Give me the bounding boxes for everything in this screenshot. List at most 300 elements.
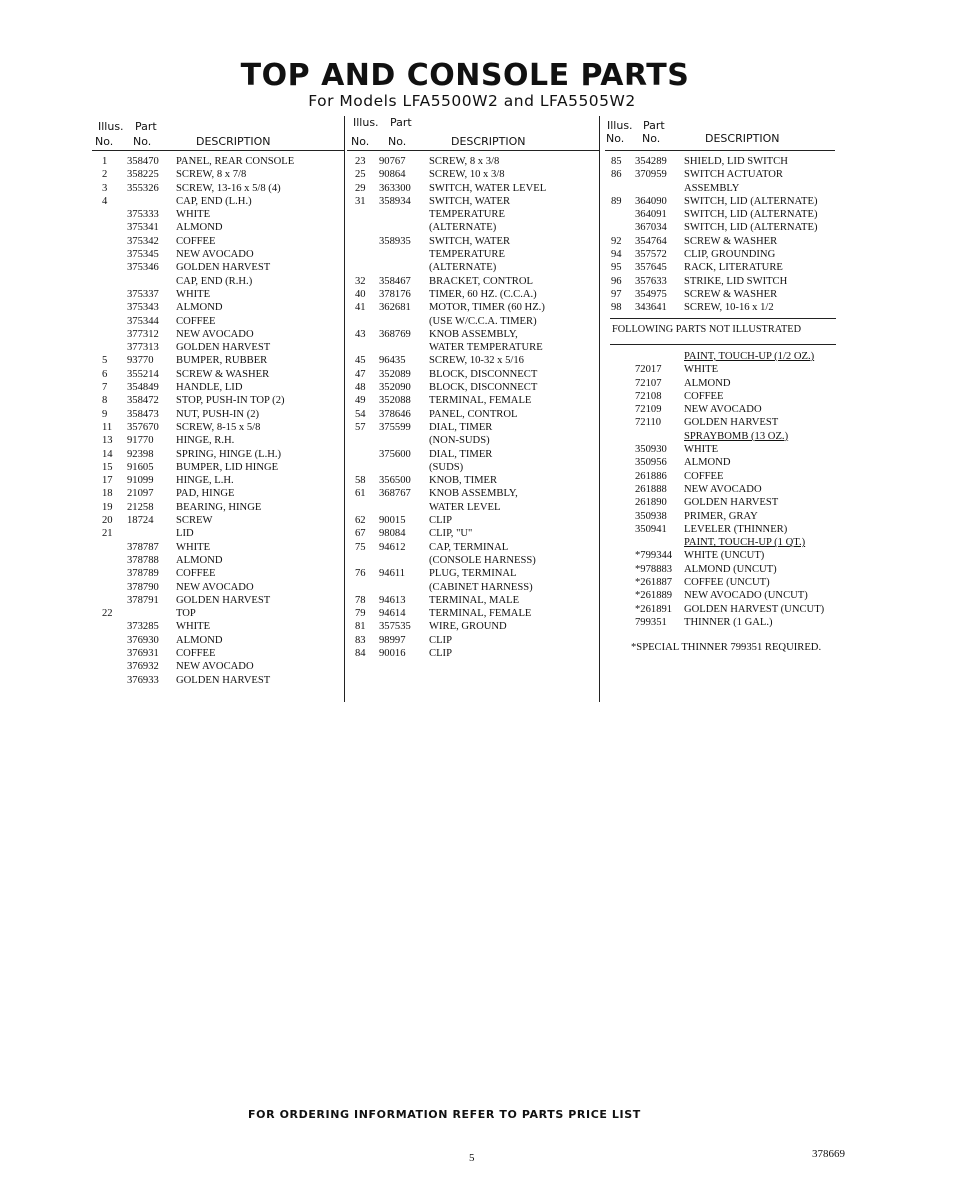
part-number: 72110 [635,417,662,429]
part-description: (NON-SUDS) [429,435,490,447]
part-number: 94612 [379,541,406,553]
part-description: WHITE [176,288,211,300]
part-description: SCREW [176,515,213,527]
parts-row [605,576,845,589]
parts-row [92,527,344,540]
parts-row [92,620,344,633]
parts-row [92,248,344,261]
parts-row [347,341,599,354]
not-illustrated-list [605,350,845,629]
part-description: SHIELD, LID SWITCH [684,156,788,167]
parts-row [347,448,599,461]
parts-row [605,155,835,168]
part-number: 364091 [635,209,667,221]
parts-row [92,541,344,554]
page-title: TOP AND CONSOLE PARTS [240,58,690,93]
part-description: WHITE [176,209,211,221]
part-number: 350956 [635,457,667,469]
parts-row [347,248,599,261]
parts-row [605,301,835,314]
part-description: CLIP [429,515,452,527]
parts-row [347,221,599,234]
part-description: ASSEMBLY [684,182,740,194]
part-description: TEMPERATURE [429,249,505,261]
part-number: 261886 [635,470,667,482]
part-number: 357633 [635,275,667,287]
parts-row [347,408,599,421]
illus-number: 78 [355,594,366,606]
part-number: 352088 [379,395,411,407]
parts-row [605,549,845,562]
parts-row [347,168,599,181]
part-number: 378646 [379,408,411,420]
parts-row [605,589,845,602]
part-description: SCREW, 13-16 x 5/8 (4) [176,182,281,194]
part-description: CLIP [429,634,452,646]
parts-row [347,195,599,208]
parts-row [605,350,845,363]
section-rule [610,318,836,319]
illus-number: 17 [102,475,113,487]
part-number: 94614 [379,608,406,620]
parts-row [347,182,599,195]
part-number: 72017 [635,364,662,376]
part-description: PAINT, TOUCH-UP (1/2 OZ.) [684,351,815,362]
document-number: 378669 [812,1148,845,1160]
part-description: LID [176,528,194,540]
part-description: BUMPER, LID HINGE [176,461,279,473]
part-description: KNOB ASSEMBLY, [429,328,518,340]
illus-number: 32 [355,275,366,287]
parts-row [92,288,344,301]
parts-row [605,563,845,576]
part-description: TIMER, 60 HZ. (C.C.A.) [429,288,537,300]
part-description: PRIMER, GRAY [684,510,758,522]
part-description: GOLDEN HARVEST [684,497,779,509]
illus-number: 49 [355,395,366,407]
parts-row [92,554,344,567]
part-description: WHITE [176,541,211,553]
parts-row [347,354,599,367]
part-description: CAP, END (L.H.) [176,195,252,207]
parts-list [347,151,599,660]
part-description: WHITE (UNCUT) [684,550,765,562]
part-description: BUMPER, RUBBER [176,355,268,367]
parts-row [605,483,845,496]
illus-number: 6 [102,368,108,380]
part-number: 376931 [127,647,159,659]
part-number: 350938 [635,510,667,522]
page-subtitle: For Models LFA5500W2 and LFA5505W2 [308,92,636,110]
parts-row [347,567,599,580]
part-number: 363300 [379,182,411,194]
parts-row [347,474,599,487]
illus-number: 86 [611,169,622,181]
part-description: WHITE [684,444,719,456]
part-number: 378791 [127,594,159,606]
illus-number: 13 [102,435,113,447]
part-description: COFFEE [176,315,216,327]
part-number: 375344 [127,315,159,327]
parts-row [92,208,344,221]
part-header-top: Part [390,116,412,129]
part-number: 375342 [127,235,159,247]
part-description: HANDLE, LID [176,382,243,394]
part-number: 377312 [127,328,159,340]
column-header [605,116,835,151]
parts-row [605,416,845,429]
part-description: TERMINAL, MALE [429,594,520,606]
part-number: 261888 [635,483,667,495]
illus-number: 31 [355,195,366,207]
illus-header-top: Illus. [607,119,633,132]
part-description: COFFEE [684,390,724,402]
parts-column-1 [92,116,344,687]
parts-list [605,151,835,315]
part-description: COFFEE (UNCUT) [684,577,770,589]
part-description: CLIP, GROUNDING [684,249,776,261]
part-description: CLIP, "U" [429,528,473,540]
parts-row [347,647,599,660]
part-header-bottom: No. [388,135,407,148]
part-description: (ALTERNATE) [429,262,497,274]
part-description: (ALTERNATE) [429,222,497,234]
part-description: SCREW & WASHER [176,368,270,380]
parts-row [92,381,344,394]
part-description: ALMOND [176,302,223,314]
part-description: SWITCH, LID (ALTERNATE) [684,195,818,207]
part-description: COFFEE [176,235,216,247]
part-number: 375343 [127,302,159,314]
part-number: 91770 [127,435,154,447]
parts-row [92,168,344,181]
part-description: (SUDS) [429,461,464,473]
illus-header-top: Illus. [353,116,379,129]
illus-number: 21 [102,528,113,540]
parts-row [92,660,344,673]
parts-row [92,221,344,234]
illus-number: 84 [355,647,366,659]
part-description: NEW AVOCADO [684,404,762,416]
illus-number: 22 [102,608,113,620]
part-description: STRIKE, LID SWITCH [684,275,788,287]
part-header-bottom: No. [133,135,152,148]
parts-row [347,634,599,647]
parts-row [605,510,845,523]
parts-row [605,470,845,483]
illus-number: 19 [102,501,113,513]
illus-number: 89 [611,195,622,207]
parts-row [347,594,599,607]
parts-row [92,434,344,447]
parts-row [92,408,344,421]
illus-number: 96 [611,275,622,287]
parts-row [92,474,344,487]
parts-row [605,443,845,456]
part-description: PANEL, REAR CONSOLE [176,156,295,167]
part-description: ALMOND [176,222,223,234]
illus-number: 97 [611,288,622,300]
part-number: *261891 [635,603,673,615]
part-number: 355326 [127,182,159,194]
part-description: THINNER (1 GAL.) [684,616,773,628]
part-number: 352089 [379,368,411,380]
illus-number: 54 [355,408,366,420]
part-number: 358935 [379,235,411,247]
part-number: 373285 [127,621,159,633]
part-description: WHITE [684,364,719,376]
part-number: 378788 [127,554,159,566]
illus-number: 47 [355,368,366,380]
parts-row [605,377,845,390]
part-description: KNOB, TIMER [429,475,498,487]
part-description: ALMOND [684,377,731,389]
illus-number: 85 [611,156,622,167]
part-description: GOLDEN HARVEST [176,594,271,606]
part-number: 375341 [127,222,159,234]
part-number: 350941 [635,523,667,535]
part-number: *261889 [635,590,673,602]
parts-row [605,616,845,629]
parts-row [92,594,344,607]
part-number: 354289 [635,156,667,167]
part-description: NEW AVOCADO [684,483,762,495]
part-number: 72108 [635,390,662,402]
column-divider [344,116,345,702]
illus-number: 29 [355,182,366,194]
illus-number: 76 [355,568,366,580]
parts-row [92,261,344,274]
illus-header-top: Illus. [98,120,124,133]
part-description: COFFEE [176,568,216,580]
part-number: 362681 [379,302,411,314]
part-number: 358225 [127,169,159,181]
illus-number: 79 [355,608,366,620]
part-number: 358470 [127,156,159,167]
parts-row [92,448,344,461]
illus-number: 11 [102,421,113,433]
section-rule [610,344,836,345]
part-number: 352090 [379,382,411,394]
part-description: KNOB ASSEMBLY, [429,488,518,500]
part-number: *799344 [635,550,673,562]
part-description: BRACKET, CONTROL [429,275,533,287]
part-number: 21258 [127,501,154,513]
part-number: 354764 [635,235,667,247]
part-description: RACK, LITERATURE [684,262,783,274]
part-number: 376933 [127,674,159,686]
part-number: 358467 [379,275,411,287]
illus-number: 41 [355,302,366,314]
parts-row [92,195,344,208]
part-number: 261890 [635,497,667,509]
parts-row [92,514,344,527]
part-number: 375333 [127,209,159,221]
part-description: WHITE [176,621,211,633]
illus-number: 94 [611,249,622,261]
parts-row [605,195,835,208]
illus-number: 14 [102,448,113,460]
part-description: COFFEE [684,470,724,482]
parts-row [347,208,599,221]
part-number: 358472 [127,395,159,407]
part-number: 377313 [127,342,159,354]
illus-number: 61 [355,488,366,500]
part-number: 378789 [127,568,159,580]
part-description: HINGE, L.H. [176,475,234,487]
parts-row [92,275,344,288]
part-description: NEW AVOCADO (UNCUT) [684,590,808,602]
description-header: DESCRIPTION [196,135,271,148]
parts-row [92,634,344,647]
part-description: SWITCH, WATER LEVEL [429,182,547,194]
illus-number: 23 [355,156,366,167]
part-number: 98997 [379,634,406,646]
ordering-info-footer: FOR ORDERING INFORMATION REFER TO PARTS PRICE LIST [248,1108,641,1121]
part-description: STOP, PUSH-IN TOP (2) [176,395,285,407]
parts-row [605,182,835,195]
part-description: HINGE, R.H. [176,435,235,447]
part-description: SCREW, 10-32 x 5/16 [429,355,524,367]
part-number: 350930 [635,444,667,456]
part-description: NUT, PUSH-IN (2) [176,408,260,420]
description-header: DESCRIPTION [705,132,780,145]
parts-row [92,315,344,328]
parts-row [347,514,599,527]
part-number: 91605 [127,461,154,473]
parts-row [347,394,599,407]
part-number: 21097 [127,488,154,500]
part-number: 343641 [635,302,667,314]
parts-row [347,368,599,381]
part-number: 72107 [635,377,662,389]
part-description: SCREW, 8 x 3/8 [429,156,500,167]
part-number: 90864 [379,169,406,181]
part-number: 375345 [127,249,159,261]
parts-row [605,168,835,181]
illus-number: 57 [355,421,366,433]
part-number: 357670 [127,421,159,433]
part-description: PAD, HINGE [176,488,235,500]
illus-number: 9 [102,408,108,420]
parts-row [347,541,599,554]
parts-row [92,421,344,434]
part-description: SWITCH, WATER [429,195,511,207]
part-number: 91099 [127,475,154,487]
part-description: TOP [176,608,196,620]
illus-number: 20 [102,515,113,527]
parts-row [605,390,845,403]
part-number: 368769 [379,328,411,340]
page-number: 5 [469,1152,475,1164]
part-description: COFFEE [176,647,216,659]
part-number: 376932 [127,661,159,673]
illus-number: 3 [102,182,108,194]
parts-row [92,341,344,354]
part-number: 378790 [127,581,159,593]
illus-number: 58 [355,475,366,487]
part-description: NEW AVOCADO [176,661,254,673]
part-number: 72109 [635,404,662,416]
parts-row [92,567,344,580]
part-description: SWITCH, WATER [429,235,511,247]
part-description: BLOCK, DISCONNECT [429,368,538,380]
part-description: SCREW & WASHER [684,288,778,300]
part-description: ALMOND [684,457,731,469]
part-number: 368767 [379,488,411,500]
part-description: WIRE, GROUND [429,621,507,633]
column-header [92,116,344,151]
parts-row [605,403,845,416]
part-description: TERMINAL, FEMALE [429,608,532,620]
part-number: 93770 [127,355,154,367]
part-number: 90016 [379,647,406,659]
part-description: (USE W/C.C.A. TIMER) [429,315,537,327]
illus-number: 4 [102,195,108,207]
part-description: DIAL, TIMER [429,448,493,460]
part-number: 357645 [635,262,667,274]
illus-number: 5 [102,355,108,367]
illus-number: 67 [355,528,366,540]
part-description: NEW AVOCADO [176,581,254,593]
part-description: SPRAYBOMB (13 OZ.) [684,430,789,442]
parts-row [347,487,599,500]
parts-row [347,620,599,633]
part-number: 354975 [635,288,667,300]
part-number: 90767 [379,156,406,167]
part-description: (CONSOLE HARNESS) [429,554,536,566]
parts-row [92,461,344,474]
parts-row [605,208,835,221]
parts-row [92,182,344,195]
illus-number: 2 [102,169,108,181]
part-description: BLOCK, DISCONNECT [429,382,538,394]
parts-row [605,496,845,509]
part-description: (CABINET HARNESS) [429,581,533,593]
illus-number: 18 [102,488,113,500]
parts-row [92,328,344,341]
part-number: 376930 [127,634,159,646]
part-description: MOTOR, TIMER (60 HZ.) [429,302,545,314]
parts-row [92,301,344,314]
part-description: GOLDEN HARVEST [684,417,779,429]
parts-row [347,235,599,248]
parts-row [605,536,845,549]
illus-number: 43 [355,328,366,340]
part-number: 94613 [379,594,406,606]
part-number: *978883 [635,563,673,575]
part-description: WATER TEMPERATURE [429,342,543,354]
not-illustrated-heading: FOLLOWING PARTS NOT ILLUSTRATED [612,324,802,335]
illus-number: 7 [102,382,108,394]
parts-column-3 [605,116,835,315]
illus-number: 1 [102,156,108,167]
part-description: SWITCH ACTUATOR [684,169,783,181]
illus-number: 15 [102,461,113,473]
part-description: ALMOND [176,554,223,566]
part-description: GOLDEN HARVEST [176,262,271,274]
part-description: SCREW, 8-15 x 5/8 [176,421,261,433]
part-number: 799351 [635,616,667,628]
part-description: ALMOND (UNCUT) [684,563,777,575]
part-header-top: Part [135,120,157,133]
parts-row [605,221,835,234]
part-number: 356500 [379,475,411,487]
illus-number: 40 [355,288,366,300]
parts-row [605,261,835,274]
parts-row [92,394,344,407]
parts-row [605,275,835,288]
